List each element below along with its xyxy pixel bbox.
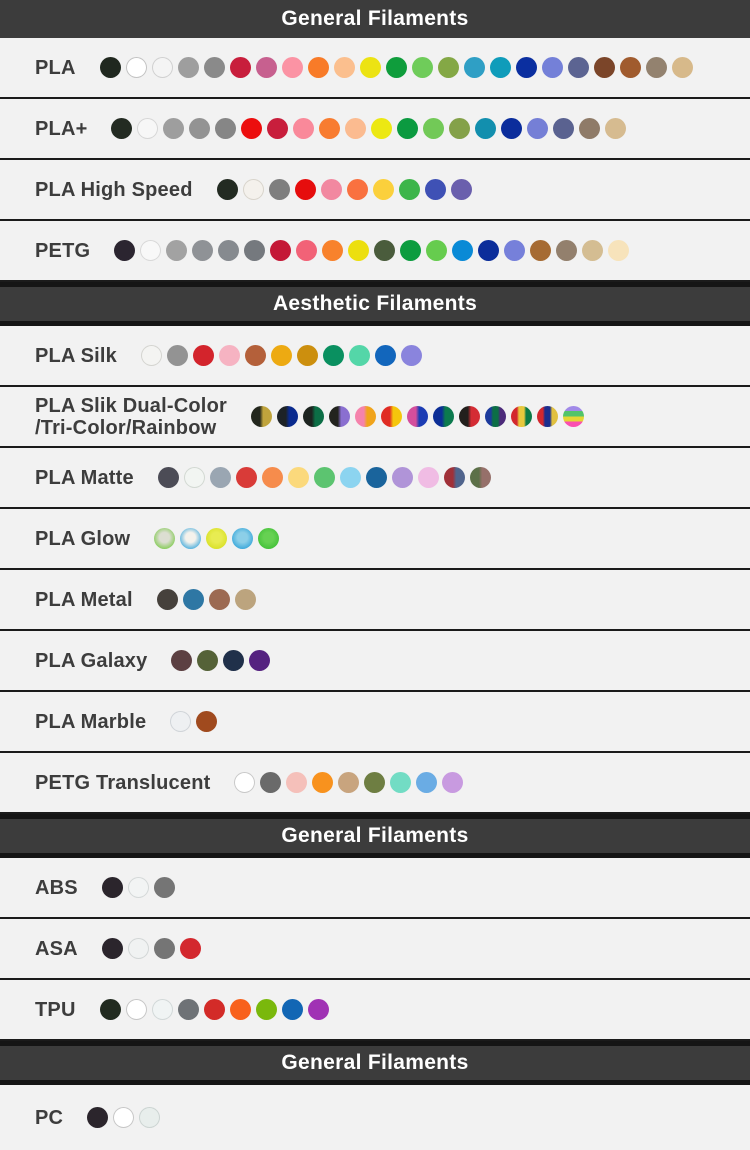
color-swatch	[113, 1107, 134, 1128]
color-swatch	[470, 467, 491, 488]
filament-name: ABS	[35, 876, 78, 899]
color-swatch	[128, 877, 149, 898]
color-swatch	[390, 772, 411, 793]
color-swatch	[321, 179, 342, 200]
color-swatch	[235, 589, 256, 610]
color-swatch	[423, 118, 444, 139]
color-swatch	[646, 57, 667, 78]
color-swatch	[381, 406, 402, 427]
color-swatch	[511, 406, 532, 427]
color-swatch	[193, 345, 214, 366]
color-swatch	[102, 877, 123, 898]
filament-row	[0, 448, 750, 509]
color-swatch	[426, 240, 447, 261]
color-swatch	[243, 179, 264, 200]
color-swatch	[157, 589, 178, 610]
color-swatch	[401, 345, 422, 366]
color-swatch	[258, 528, 279, 549]
color-swatch	[269, 179, 290, 200]
color-swatch	[295, 179, 316, 200]
color-swatch	[418, 467, 439, 488]
filament-name: PETG	[35, 239, 91, 262]
color-swatch	[530, 240, 551, 261]
color-swatch	[308, 999, 329, 1020]
color-swatch	[449, 118, 470, 139]
color-swatch	[126, 999, 147, 1020]
section-header	[0, 1041, 750, 1085]
color-swatch	[293, 118, 314, 139]
color-swatch	[490, 57, 511, 78]
color-swatch	[375, 345, 396, 366]
color-swatch	[348, 240, 369, 261]
color-swatch	[192, 240, 213, 261]
color-swatch	[416, 772, 437, 793]
filament-name: PETG Translucent	[35, 771, 211, 794]
color-swatch	[579, 118, 600, 139]
color-swatch	[282, 57, 303, 78]
filament-row	[0, 858, 750, 919]
filament-name: PLA Silk	[35, 344, 117, 367]
color-swatches	[141, 345, 422, 366]
color-swatch	[111, 118, 132, 139]
color-swatch	[485, 406, 506, 427]
color-swatch	[141, 345, 162, 366]
section-header-title: General Filaments	[281, 1051, 469, 1074]
color-swatch	[232, 528, 253, 549]
color-swatch	[256, 57, 277, 78]
filament-name: ASA	[35, 937, 78, 960]
filament-row	[0, 980, 750, 1041]
color-swatch	[366, 467, 387, 488]
color-swatch	[553, 118, 574, 139]
filament-row	[0, 631, 750, 692]
section-header	[0, 282, 750, 326]
color-swatch	[303, 406, 324, 427]
color-swatch	[196, 711, 217, 732]
color-swatch	[504, 240, 525, 261]
color-swatch	[542, 57, 563, 78]
color-swatch	[438, 57, 459, 78]
color-swatch	[204, 57, 225, 78]
color-swatch	[152, 999, 173, 1020]
color-swatch	[323, 345, 344, 366]
color-swatch	[102, 938, 123, 959]
color-swatches	[158, 467, 491, 488]
color-swatch	[286, 772, 307, 793]
color-swatch	[582, 240, 603, 261]
filament-row	[0, 509, 750, 570]
color-swatches	[154, 528, 279, 549]
color-swatch	[178, 999, 199, 1020]
color-swatch	[189, 118, 210, 139]
color-swatch	[209, 589, 230, 610]
color-swatch	[392, 467, 413, 488]
color-swatches	[251, 406, 584, 427]
color-swatch	[152, 57, 173, 78]
color-swatch	[412, 57, 433, 78]
filament-name: PLA Marble	[35, 710, 147, 733]
color-swatch	[537, 406, 558, 427]
color-swatch	[516, 57, 537, 78]
filament-name: PLA Metal	[35, 588, 133, 611]
color-swatch	[206, 528, 227, 549]
color-swatch	[140, 240, 161, 261]
color-swatches	[171, 650, 270, 671]
color-swatch	[139, 1107, 160, 1128]
color-swatch	[245, 345, 266, 366]
filament-name: PLA	[35, 56, 76, 79]
color-swatch	[223, 650, 244, 671]
color-swatch	[288, 467, 309, 488]
color-swatch	[215, 118, 236, 139]
filament-name: PLA+	[35, 117, 88, 140]
color-swatch	[234, 772, 255, 793]
filament-name: PLA Matte	[35, 466, 134, 489]
color-swatches	[111, 118, 626, 139]
color-swatch	[527, 118, 548, 139]
color-swatch	[608, 240, 629, 261]
color-swatch	[296, 240, 317, 261]
color-swatch	[340, 467, 361, 488]
color-swatch	[277, 406, 298, 427]
color-swatch	[170, 711, 191, 732]
filament-row	[0, 692, 750, 753]
color-swatch	[218, 240, 239, 261]
color-swatch	[425, 179, 446, 200]
filament-name: PLA Galaxy	[35, 649, 148, 672]
filament-row	[0, 38, 750, 99]
filament-name: PLA Slik Dual-Color /Tri-Color/Rainbow	[35, 394, 227, 439]
filament-name: PLA High Speed	[35, 178, 193, 201]
color-swatch	[459, 406, 480, 427]
color-swatch	[217, 179, 238, 200]
color-swatch	[563, 406, 584, 427]
color-swatch	[87, 1107, 108, 1128]
color-swatch	[204, 999, 225, 1020]
color-swatch	[400, 240, 421, 261]
color-swatch	[334, 57, 355, 78]
filament-row	[0, 753, 750, 814]
color-swatches	[102, 938, 201, 959]
color-swatch	[180, 528, 201, 549]
color-swatches	[100, 999, 329, 1020]
color-swatch	[183, 589, 204, 610]
color-swatch	[241, 118, 262, 139]
color-swatch	[158, 467, 179, 488]
section-header-title: General Filaments	[281, 7, 469, 30]
section-header	[0, 0, 750, 38]
color-swatch	[167, 345, 188, 366]
color-swatch	[319, 118, 340, 139]
color-swatch	[312, 772, 333, 793]
filament-row	[0, 326, 750, 387]
color-swatch	[594, 57, 615, 78]
color-swatch	[128, 938, 149, 959]
color-swatch	[347, 179, 368, 200]
color-swatch	[137, 118, 158, 139]
color-swatch	[478, 240, 499, 261]
color-swatch	[249, 650, 270, 671]
color-swatch	[373, 179, 394, 200]
color-swatch	[464, 57, 485, 78]
color-swatch	[407, 406, 428, 427]
color-swatch	[230, 999, 251, 1020]
color-swatch	[166, 240, 187, 261]
color-swatch	[605, 118, 626, 139]
color-swatches	[114, 240, 629, 261]
filament-row	[0, 919, 750, 980]
color-swatch	[178, 57, 199, 78]
color-swatches	[217, 179, 472, 200]
color-swatch	[180, 938, 201, 959]
color-swatch	[260, 772, 281, 793]
color-swatch	[267, 118, 288, 139]
color-swatch	[282, 999, 303, 1020]
filament-row	[0, 570, 750, 631]
filament-name: PLA Glow	[35, 527, 131, 550]
color-swatches	[170, 711, 217, 732]
color-swatch	[433, 406, 454, 427]
section-header-title: General Filaments	[281, 824, 469, 847]
color-swatch	[568, 57, 589, 78]
filament-row	[0, 160, 750, 221]
color-swatch	[154, 528, 175, 549]
color-swatch	[345, 118, 366, 139]
color-swatch	[371, 118, 392, 139]
color-swatch	[364, 772, 385, 793]
color-swatch	[355, 406, 376, 427]
color-swatch	[399, 179, 420, 200]
color-swatch	[251, 406, 272, 427]
filament-row	[0, 221, 750, 282]
color-swatch	[374, 240, 395, 261]
color-swatches	[87, 1107, 160, 1128]
color-swatch	[444, 467, 465, 488]
filament-name: PC	[35, 1106, 64, 1129]
color-swatch	[114, 240, 135, 261]
color-swatches	[157, 589, 256, 610]
color-swatch	[338, 772, 359, 793]
color-swatch	[197, 650, 218, 671]
color-swatch	[452, 240, 473, 261]
color-swatch	[442, 772, 463, 793]
color-swatches	[102, 877, 175, 898]
color-swatch	[360, 57, 381, 78]
color-swatch	[210, 467, 231, 488]
color-swatch	[397, 118, 418, 139]
color-swatch	[556, 240, 577, 261]
color-swatch	[386, 57, 407, 78]
color-swatch	[244, 240, 265, 261]
section-header	[0, 814, 750, 858]
color-swatch	[236, 467, 257, 488]
color-swatch	[100, 999, 121, 1020]
color-swatch	[230, 57, 251, 78]
color-swatch	[308, 57, 329, 78]
color-swatch	[154, 877, 175, 898]
color-swatch	[501, 118, 522, 139]
color-swatch	[297, 345, 318, 366]
color-swatch	[219, 345, 240, 366]
color-swatch	[256, 999, 277, 1020]
color-swatch	[154, 938, 175, 959]
color-swatch	[475, 118, 496, 139]
section-header-title: Aesthetic Filaments	[272, 292, 478, 315]
color-swatch	[271, 345, 292, 366]
color-swatch	[262, 467, 283, 488]
color-swatch	[672, 57, 693, 78]
filament-name: TPU	[35, 998, 76, 1021]
color-swatch	[171, 650, 192, 671]
color-swatch	[184, 467, 205, 488]
color-swatch	[270, 240, 291, 261]
color-swatch	[620, 57, 641, 78]
color-swatch	[314, 467, 335, 488]
filament-row	[0, 387, 750, 448]
color-swatch	[349, 345, 370, 366]
color-swatch	[329, 406, 350, 427]
color-swatches	[100, 57, 693, 78]
color-swatches	[234, 772, 463, 793]
color-swatch	[126, 57, 147, 78]
filament-row	[0, 99, 750, 160]
color-swatch	[100, 57, 121, 78]
color-swatch	[163, 118, 184, 139]
color-swatch	[451, 179, 472, 200]
color-swatch	[322, 240, 343, 261]
filament-row	[0, 1085, 750, 1150]
